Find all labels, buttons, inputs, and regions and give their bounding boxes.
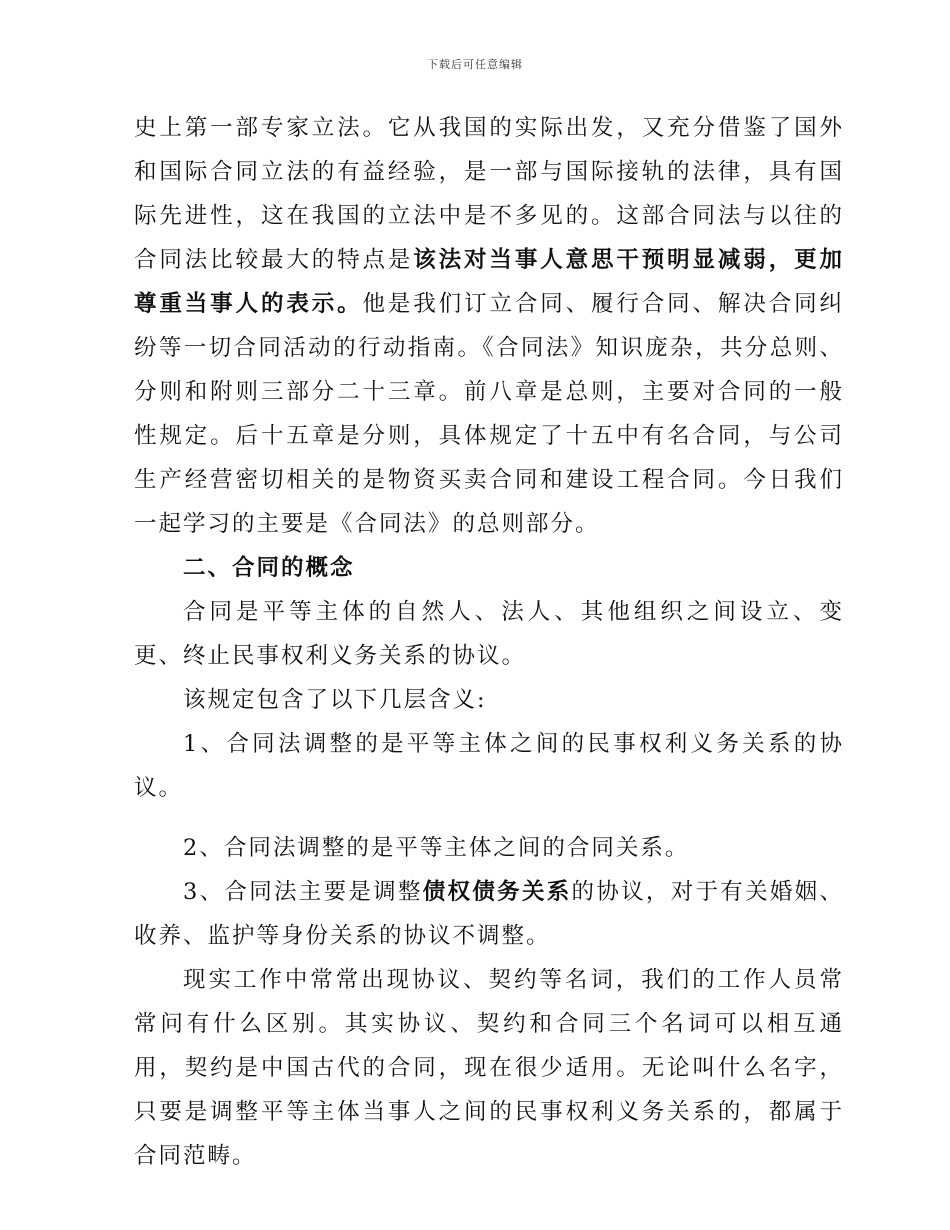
intro-bold-text: 该法对当事人意思干预明显减弱，更加尊重当事人的表示。 bbox=[134, 247, 844, 317]
item3-text-b: 的协议，对于有关婚姻、收养、监护等身份关系的协议不调整。 bbox=[134, 879, 844, 949]
intro-paragraph bbox=[134, 106, 844, 546]
section-heading: 二、合同的概念 bbox=[183, 555, 355, 581]
intro-text-a: 史上第一部专家立法。它从我国的实际出发，又充分借鉴了国外和国际合同立法的有益经验，是一部与国际接轨的法律，具有国际先进性，这在我国的立法中是不多见的。这部合同法与以往的合同法比较最大的特点是 bbox=[134, 115, 844, 273]
list-item-3 bbox=[134, 870, 844, 958]
document-body bbox=[134, 106, 844, 1178]
spacer bbox=[134, 810, 844, 826]
intro-text-b: 他是我们订立合同、履行合同、解决合同纠纷等一切合同活动的行动指南。《合同法》知识庞杂，共分总则、分则和附则三部分二十三章。前八章是总则，主要对合同的一般性规定。后十五章是分则，具体规定了十五中有名合同，与公司生产经营密切相关的是物资买卖合同和建设工程合同。今日我们一起学习的主要是《合同法》的总则部分。 bbox=[134, 291, 844, 537]
page-header: 下载后可任意编辑 bbox=[427, 58, 523, 71]
list-item-2: 2、合同法调整的是平等主体之间的合同关系。 bbox=[183, 835, 690, 861]
list-item-1: 1、合同法调整的是平等主体之间的民事权利义务关系的协议。 bbox=[134, 731, 844, 801]
definition-paragraph: 合同是平等主体的自然人、法人、其他组织之间设立、变更、终止民事权利义务关系的协议。 bbox=[134, 599, 844, 669]
meaning-intro: 该规定包含了以下几层含义: bbox=[183, 687, 487, 713]
closing-paragraph: 现实工作中常常出现协议、契约等名词，我们的工作人员常常问有什么区别。其实协议、契约和合同三个名词可以相互通用，契约是中国古代的合同，现在很少适用。无论叫什么名字，只要是调整平等主体当事人之间的民事权利义务关系的，都属于合同范畴。 bbox=[134, 967, 844, 1169]
item3-text-a: 3、合同法主要是调整 bbox=[183, 879, 423, 905]
item3-bold-text: 债权债务关系 bbox=[422, 879, 572, 905]
